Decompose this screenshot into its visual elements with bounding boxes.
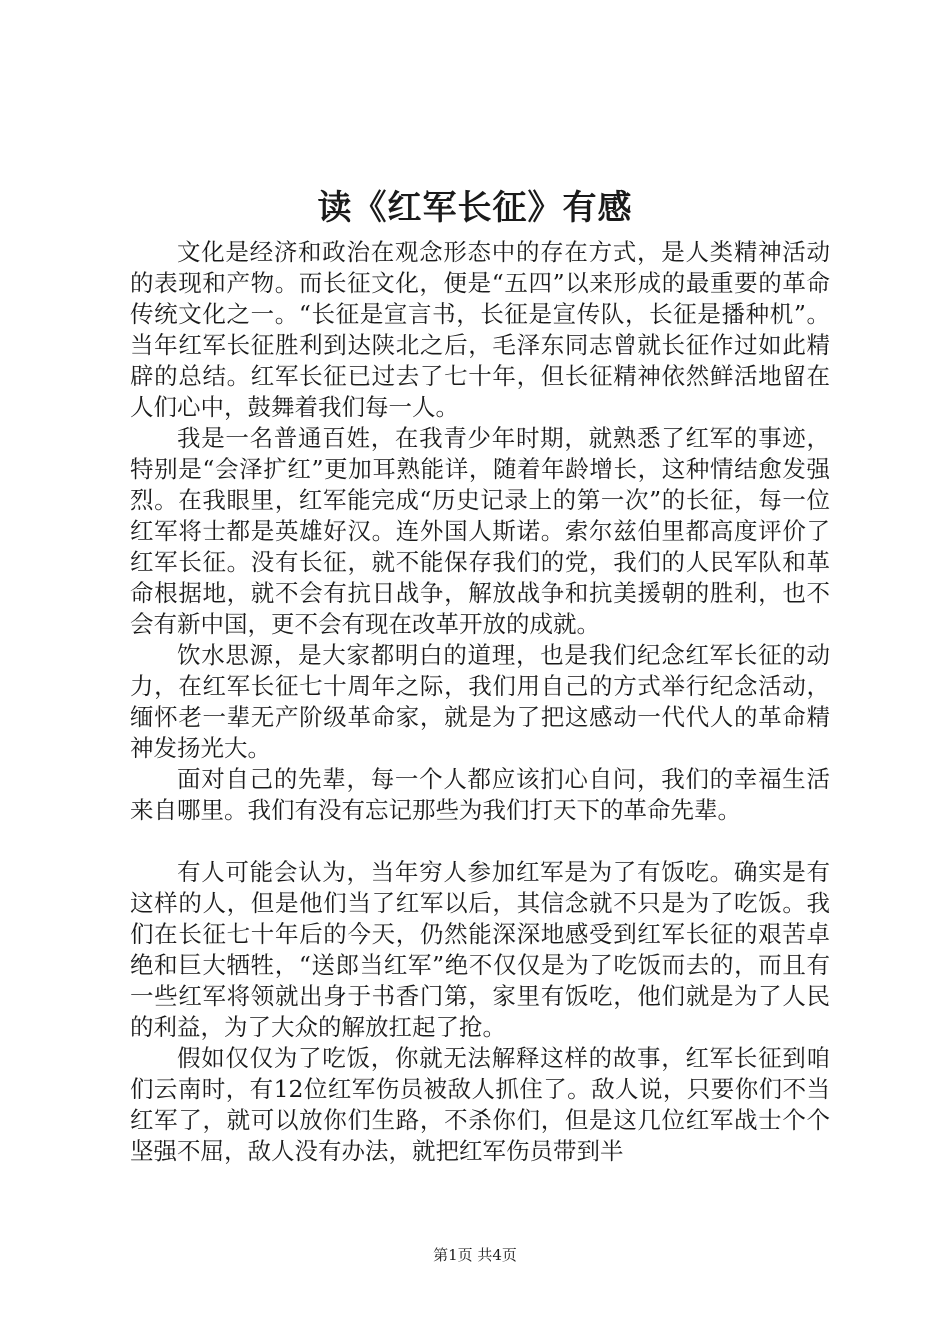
paragraph-6: 假如仅仅为了吃饭，你就无法解释这样的故事，红军长征到咱们云南时，有12位红军伤员被敌人抓住了。敌人说，只要你们不当红军了，就可以放你们生路，不杀你们，但是这几位红军战士个个坚强不屈，敌人没有办法，就把红军伤员带到半: [130, 1044, 830, 1165]
paragraph-spacer: [130, 826, 830, 857]
document-title: 读《红军长征》有感: [317, 188, 633, 228]
page-footer: 第1页 共4页: [433, 1246, 517, 1264]
paragraph-3: 饮水思源，是大家都明白的道理，也是我们纪念红军长征的动力，在红军长征七十周年之际，我们用自己的方式举行纪念活动，缅怀老一辈无产阶级革命家，就是为了把这感动一代代人的革命精神发扬光大。: [130, 641, 830, 762]
paragraph-1: 文化是经济和政治在观念形态中的存在方式，是人类精神活动的表现和产物。而长征文化，便是“五四”以来形成的最重要的革命传统文化之一。“长征是宣言书，长征是宣传队，长征是播种机”。当年红军长征胜利到达陕北之后，毛泽东同志曾就长征作过如此精辟的总结。红军长征已过去了七十年，但长征精神依然鲜活地留在人们心中，鼓舞着我们每一人。: [130, 238, 830, 421]
paragraph-2: 我是一名普通百姓，在我青少年时期，就熟悉了红军的事迹，特别是“会泽扩红”更加耳熟能详，随着年龄增长，这种情结愈发强烈。在我眼里，红军能完成“历史记录上的第一次”的长征，每一位红军将士都是英雄好汉。连外国人斯诺。索尔兹伯里都高度评价了红军长征。没有长征，就不能保存我们的党，我们的人民军队和革命根据地，就不会有抗日战争，解放战争和抗美援朝的胜利，也不会有新中国，更不会有现在改革开放的成就。: [130, 424, 830, 638]
paragraph-4: 面对自己的先辈，每一个人都应该扪心自问，我们的幸福生活来自哪里。我们有没有忘记那些为我们打天下的革命先辈。: [130, 765, 830, 824]
paragraph-5: 有人可能会认为，当年穷人参加红军是为了有饭吃。确实是有这样的人，但是他们当了红军以后，其信念就不只是为了吃饭。我们在长征七十年后的今天，仍然能深深地感受到红军长征的艰苦卓绝和巨大牺牲，“送郎当红军”绝不仅仅是为了吃饭而去的，而且有一些红军将领就出身于书香门第，家里有饭吃，他们就是为了人民的利益，为了大众的解放扛起了抢。: [130, 858, 830, 1041]
document-body: [130, 237, 830, 1167]
